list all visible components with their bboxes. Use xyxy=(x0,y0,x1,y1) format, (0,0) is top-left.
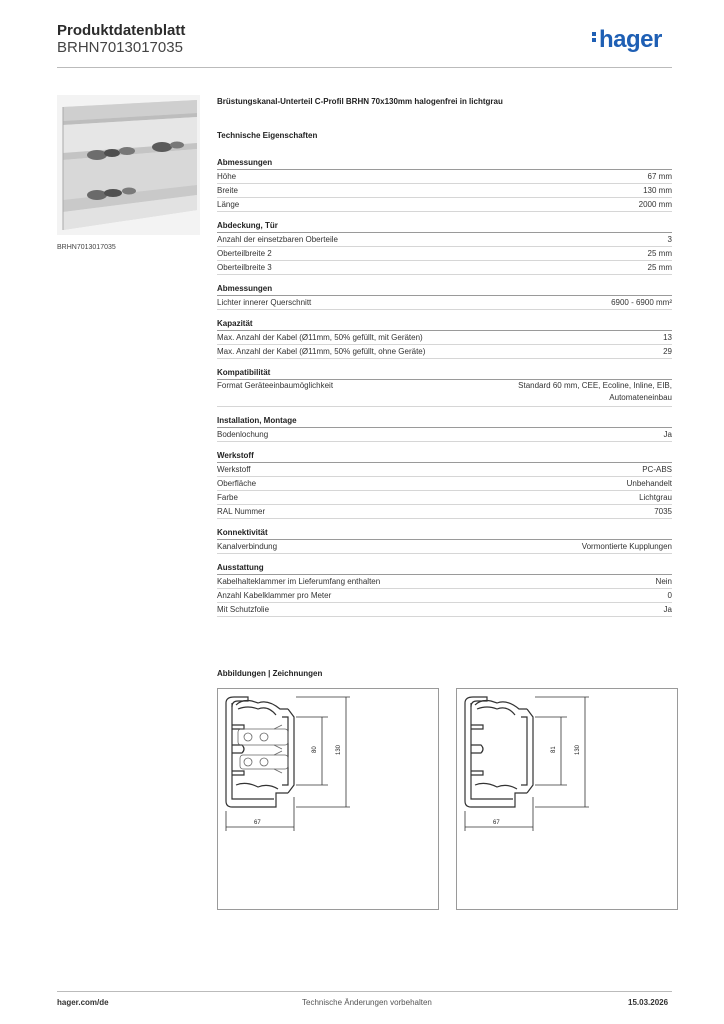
spec-value: 25 mm xyxy=(647,249,672,258)
spec-row xyxy=(217,575,672,589)
product-title: Brüstungskanal-Unterteil C-Profil BRHN 70x130mm halogenfrei in lichtgrau xyxy=(217,97,503,106)
spec-label: Farbe xyxy=(217,493,238,502)
section-heading: Kompatibilität xyxy=(217,367,672,380)
section-heading: Abmessungen xyxy=(217,157,672,170)
spec-row xyxy=(217,477,672,491)
section-heading: Abmessungen xyxy=(217,283,672,296)
spec-label: RAL Nummer xyxy=(217,507,266,516)
spec-label: Breite xyxy=(217,186,238,195)
spec-label: Bodenlochung xyxy=(217,430,269,439)
spec-row xyxy=(217,463,672,477)
spec-row xyxy=(217,491,672,505)
spec-label: Kabelhalteklammer im Lieferumfang enthalten xyxy=(217,577,381,586)
dim-height-label: 130 xyxy=(575,744,581,755)
spec-value: 7035 xyxy=(654,507,672,516)
dim-height-label: 130 xyxy=(336,744,342,755)
spec-value: 130 mm xyxy=(643,186,672,195)
spec-value: 0 xyxy=(667,591,672,600)
spec-row xyxy=(217,331,672,345)
spec-value: 6900 - 6900 mm² xyxy=(611,298,672,307)
spec-row xyxy=(217,198,672,212)
spec-value: Ja xyxy=(663,605,672,614)
spec-label: Höhe xyxy=(217,172,237,181)
spec-label: Oberteilbreite 2 xyxy=(217,249,272,258)
spec-value: Vormontierte Kupplungen xyxy=(581,542,672,551)
section-capacity xyxy=(217,318,672,359)
spec-label: Kanalverbindung xyxy=(217,542,278,551)
spec-value: PC-ABS xyxy=(642,465,672,474)
spec-value: Standard 60 mm, CEE, Ecoline, Inline, EIB, Automateneinbau xyxy=(518,381,672,402)
spec-row xyxy=(217,603,672,617)
spec-value: 3 xyxy=(667,235,672,244)
spec-row xyxy=(217,540,672,554)
section-heading: Abdeckung, Tür xyxy=(217,220,672,233)
section-material xyxy=(217,450,672,519)
section-installation xyxy=(217,415,672,442)
dim-width-label: 67 xyxy=(493,820,500,826)
header-divider xyxy=(57,67,672,68)
tech-properties-heading: Technische Eigenschaften xyxy=(217,131,318,140)
page-title: Produktdatenblatt xyxy=(57,22,186,39)
spec-label: Anzahl Kabelklammer pro Meter xyxy=(217,591,332,600)
spec-label: Länge xyxy=(217,200,240,209)
spec-value: 13 xyxy=(663,333,672,342)
footer-website: hager.com/de xyxy=(57,998,109,1007)
section-heading: Konnektivität xyxy=(217,527,672,540)
spec-value: 25 mm xyxy=(647,263,672,272)
spec-label: Format Geräteeinbaumöglichkeit xyxy=(217,381,334,390)
drawings-heading: Abbildungen | Zeichnungen xyxy=(217,669,323,678)
spec-value: 29 xyxy=(663,347,672,356)
spec-label: Oberfläche xyxy=(217,479,257,488)
spec-row xyxy=(217,428,672,442)
logo-dots-icon xyxy=(592,30,597,44)
section-heading: Installation, Montage xyxy=(217,415,672,428)
section-connectivity xyxy=(217,527,672,554)
spec-value: 67 mm xyxy=(647,172,672,181)
spec-value: 2000 mm xyxy=(638,200,672,209)
spec-label: Max. Anzahl der Kabel (Ø11mm, 50% gefüllt, ohne Geräte) xyxy=(217,347,426,356)
hager-logo xyxy=(592,26,662,54)
section-equipment xyxy=(217,562,672,617)
spec-row xyxy=(217,505,672,519)
dim-width-label: 67 xyxy=(254,820,261,826)
image-caption: BRHN7013017035 xyxy=(57,244,116,251)
spec-row xyxy=(217,345,672,359)
footer-divider xyxy=(57,991,672,992)
footer-date: 15.03.2026 xyxy=(628,998,669,1007)
spec-value: Lichtgrau xyxy=(639,493,672,502)
logo-text: hager xyxy=(599,26,662,53)
spec-row xyxy=(217,261,672,275)
product-image xyxy=(57,95,200,235)
technical-drawing-left xyxy=(217,688,439,910)
spec-row xyxy=(217,233,672,247)
spec-value: Nein xyxy=(655,577,672,586)
spec-table xyxy=(217,157,672,625)
spec-label: Max. Anzahl der Kabel (Ø11mm, 50% gefüllt, mit Geräten) xyxy=(217,333,423,342)
spec-row xyxy=(217,380,672,407)
spec-label: Anzahl der einsetzbaren Oberteile xyxy=(217,235,338,244)
spec-row xyxy=(217,170,672,184)
spec-value: Ja xyxy=(663,430,672,439)
section-dimensions-cross-section xyxy=(217,283,672,310)
footer-notice: Technische Änderungen vorbehalten xyxy=(302,998,432,1007)
spec-label: Oberteilbreite 3 xyxy=(217,263,272,272)
dim-inner-label: 81 xyxy=(551,746,557,753)
spec-label: Werkstoff xyxy=(217,465,251,474)
technical-drawing-right xyxy=(456,688,678,910)
article-number: BRHN7013017035 xyxy=(57,39,183,56)
spec-value: Unbehandelt xyxy=(626,479,672,488)
spec-row xyxy=(217,296,672,310)
spec-label: Mit Schutzfolie xyxy=(217,605,270,614)
section-compatibility xyxy=(217,367,672,407)
spec-row xyxy=(217,184,672,198)
section-dimensions xyxy=(217,157,672,212)
spec-row xyxy=(217,589,672,603)
spec-label: Lichter innerer Querschnitt xyxy=(217,298,312,307)
section-cover-door xyxy=(217,220,672,275)
section-heading: Ausstattung xyxy=(217,562,672,575)
section-heading: Werkstoff xyxy=(217,450,672,463)
dim-inner-label: 80 xyxy=(312,746,318,753)
spec-row xyxy=(217,247,672,261)
section-heading: Kapazität xyxy=(217,318,672,331)
